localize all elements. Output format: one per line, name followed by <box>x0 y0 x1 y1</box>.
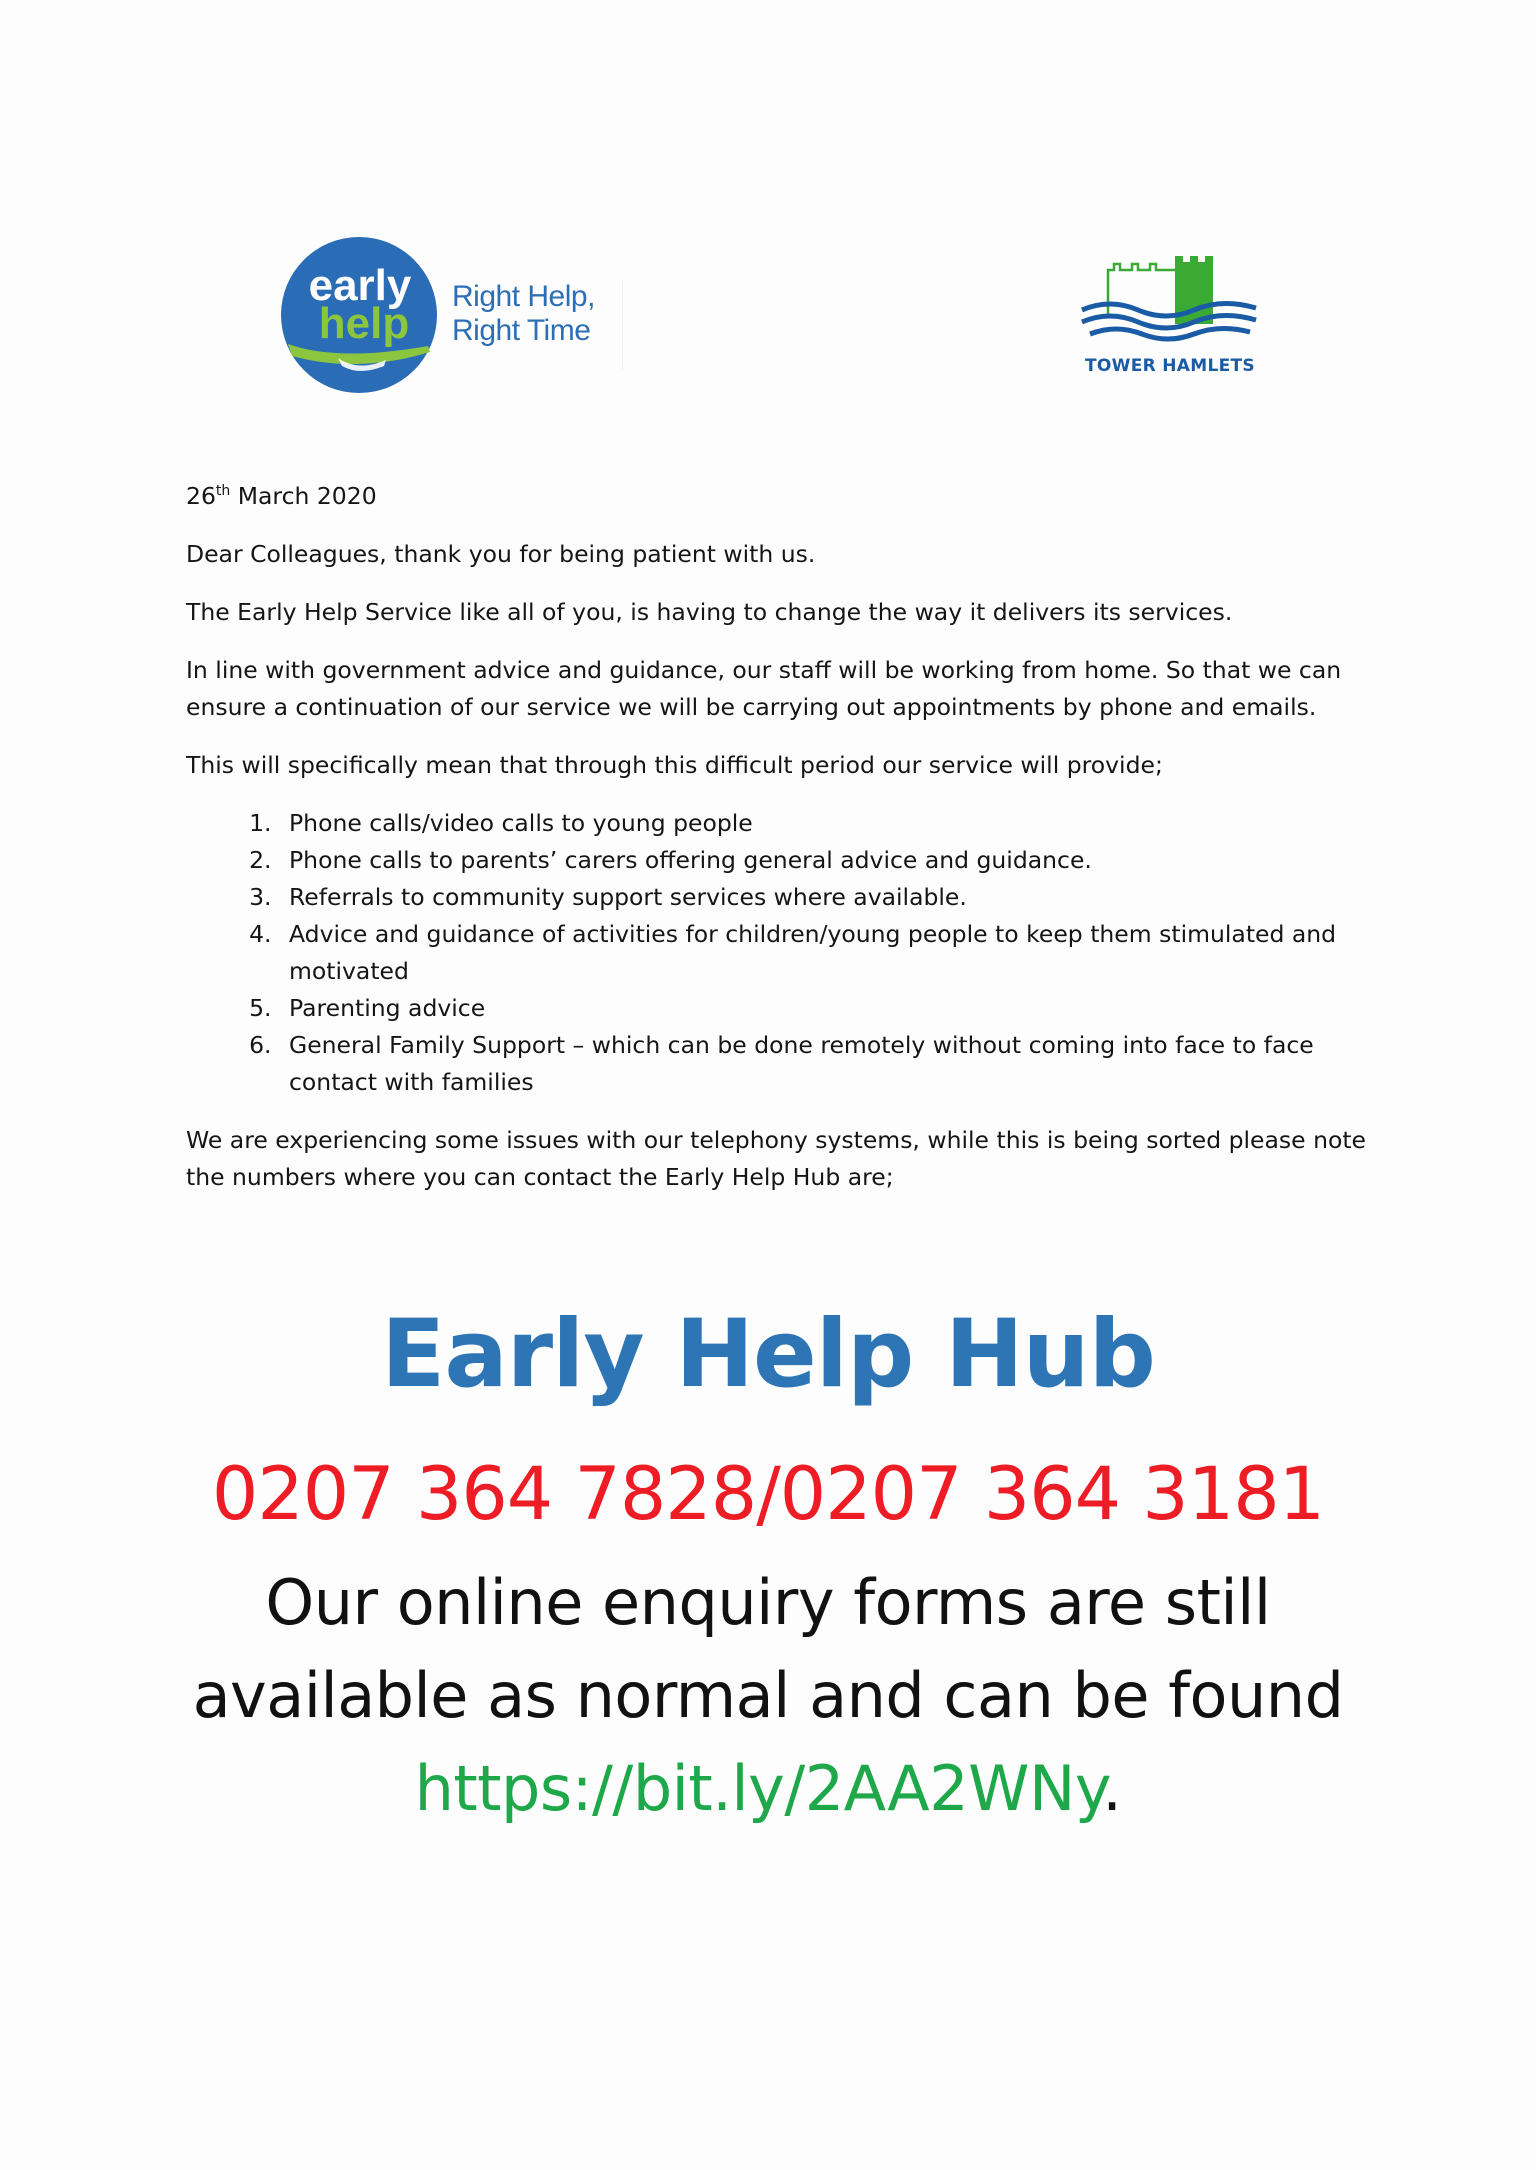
hub-note-line-1: Our online enquiry forms are still <box>265 1566 1271 1639</box>
hub-title: Early Help Hub <box>381 1300 1155 1409</box>
date-day: 26 <box>186 482 216 510</box>
enquiry-form-link[interactable]: https://bit.ly/2AA2WNy <box>414 1752 1103 1825</box>
paragraph-4: We are experiencing some issues with our telephony systems, while this is being sorted please note the numbers where you can contact the Early Help Hub are; <box>186 1126 1367 1191</box>
hub-note-line-2: available as normal and can be found <box>192 1659 1344 1732</box>
date-rest: March 2020 <box>230 482 377 510</box>
letter-body <box>186 478 1366 1217</box>
early-help-circle-icon <box>278 234 440 396</box>
tagline-line-2: Right Time <box>452 314 591 347</box>
list-item: 3. Referrals to community support services where available. <box>279 879 1366 916</box>
list-item: 5. Parenting advice <box>279 990 1366 1027</box>
list-item: 4. Advice and guidance of activities for children/young people to keep them stimulated and motivated <box>279 916 1366 990</box>
list-item: 1. Phone calls/video calls to young people <box>279 805 1366 842</box>
paragraph-3: This will specifically mean that through this difficult period our service will provide; <box>186 751 1163 779</box>
date-suffix: th <box>215 483 231 499</box>
greeting: Dear Colleagues, thank you for being patient with us. <box>186 540 816 568</box>
hub-phone-numbers: 0207 364 7828/0207 364 3181 <box>211 1452 1325 1537</box>
paragraph-2: In line with government advice and guidance, our staff will be working from home. So that we can ensure a continuation of our service we will be carrying out appointments by phone and emails. <box>186 656 1342 721</box>
hub-note <box>0 1556 1536 1835</box>
tower-hamlets-logo <box>1080 252 1260 382</box>
tower-hamlets-name: TOWER HAMLETS <box>1085 356 1255 376</box>
tagline-line-1: Right Help, <box>452 280 595 313</box>
list-item: 6. General Family Support – which can be done remotely without coming into face to face contact with families <box>279 1027 1366 1101</box>
help-word: help <box>318 299 410 348</box>
letter-date <box>186 478 1366 515</box>
hub-note-line-3 <box>0 1742 1536 1835</box>
early-help-logo <box>278 234 618 396</box>
services-list <box>186 805 1366 1101</box>
paragraph-1: The Early Help Service like all of you, is having to change the way it delivers its services. <box>186 598 1233 626</box>
early-word: early <box>308 261 412 310</box>
link-suffix: . <box>1102 1752 1122 1825</box>
list-item: 2. Phone calls to parents’ carers offering general advice and guidance. <box>279 842 1366 879</box>
castle-waves-icon <box>1080 252 1260 352</box>
early-help-tagline <box>452 280 623 370</box>
